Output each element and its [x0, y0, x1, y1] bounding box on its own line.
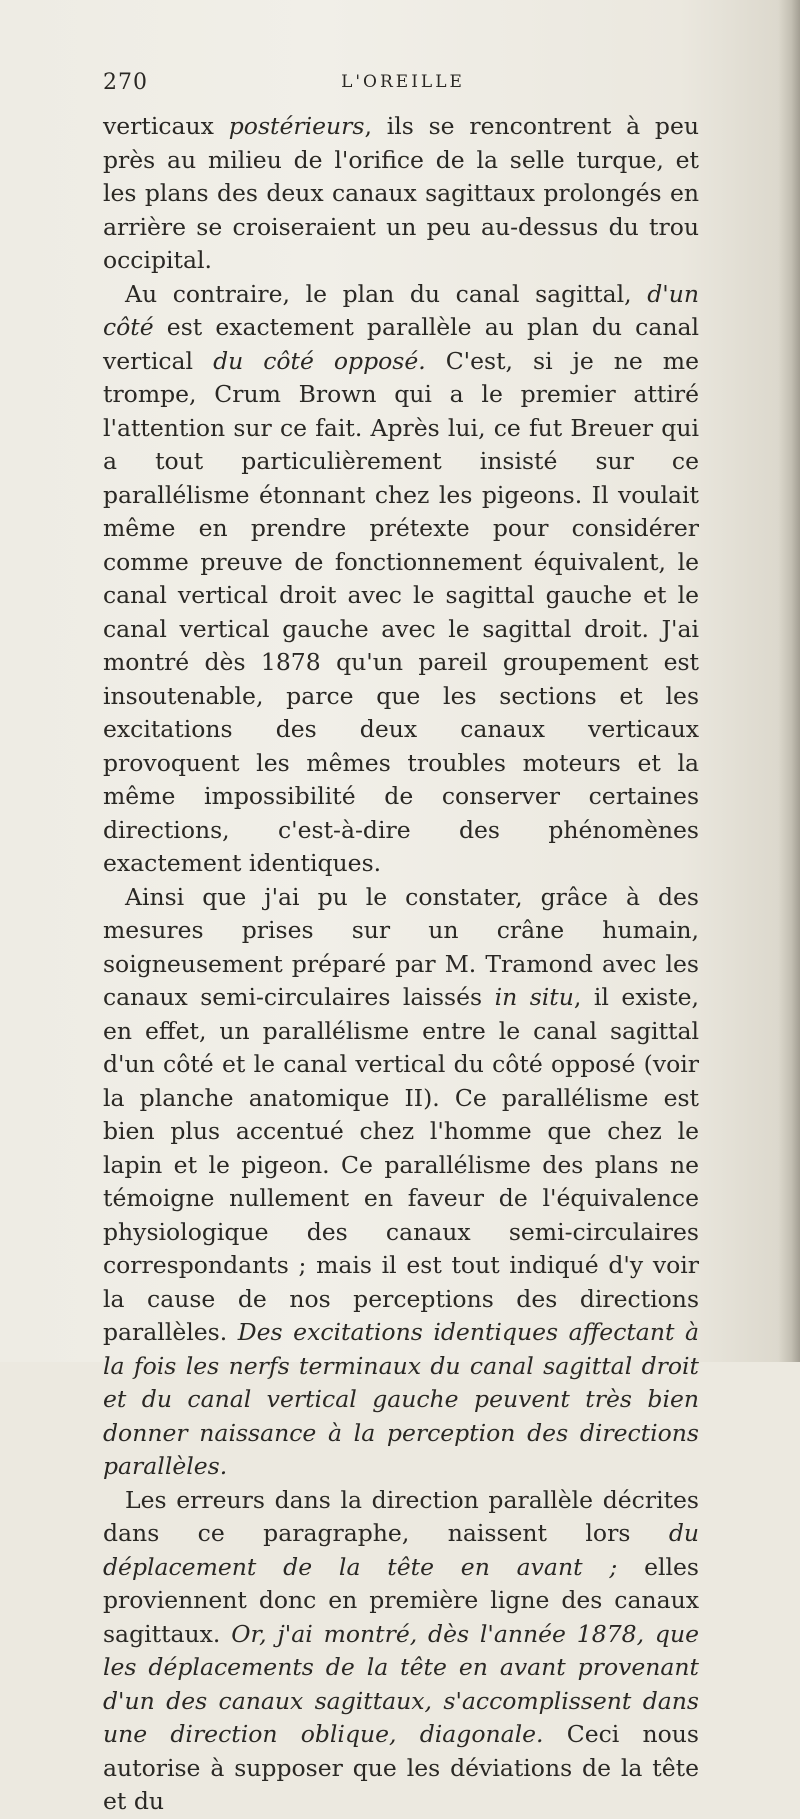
page-header: [103, 70, 703, 102]
paragraph: [103, 881, 699, 1484]
text-run: est exactement parallèle au plan du canal vertical: [103, 313, 699, 375]
italic-text: du déplacement de la tête en avant ;: [103, 1519, 699, 1581]
italic-text: Or, j'ai montré, dès l'année 1878, que les déplacements de la tête en avant provenant d'un des canaux sagittaux, s'accomplissent dans une direction oblique, diagonale.: [103, 1619, 700, 1748]
text-run: elles proviennent donc en première ligne des canaux sagittaux.: [103, 1552, 699, 1648]
italic-text: du côté opposé.: [213, 346, 426, 375]
paragraph: [103, 1484, 699, 1819]
text-run: , ils se rencontrent à peu près au milieu de l'orifice de la selle turque, et les plans des deux canaux sagittaux prolongés en arrière se croiseraient un peu au-dessus du trou occipital.: [103, 112, 699, 274]
paragraph: [103, 278, 699, 881]
body-text: [103, 110, 699, 1819]
page-edge-shadow: [778, 0, 800, 1362]
paragraph: [103, 110, 699, 278]
text-run: Les erreurs dans la direction parallèle décrites dans ce paragraphe, naissent lors: [103, 1485, 699, 1547]
text-run: verticaux: [103, 112, 229, 140]
text-run: C'est, si je ne me trompe, Crum Brown qui a le premier attiré l'attention sur ce fait. Après lui, ce fut Breuer qui a tout particulièrement insisté sur ce parallélisme étonnant chez les pigeons. Il voulait même en prendre prétexte pour considérer comme preuve de fonctionnement équivalent, le canal vertical droit avec le sagittal gauche et le canal vertical gauche avec le sagittal droit. J'ai montré dès 1878 qu'un pareil groupement est insoutenable, parce que les sections et les excitations des deux canaux verticaux provoquent les mêmes troubles moteurs et la même impossibilité de conserver certaines directions, c'est-à-dire des phénomènes exactement identiques.: [103, 346, 699, 877]
page-number: 270: [103, 70, 148, 95]
italic-text: d'un côté: [103, 279, 699, 341]
running-title: L'OREILLE: [341, 72, 465, 92]
italic-text: Des excitations identiques affectant à la fois les nerfs terminaux du canal sagittal droit et du canal vertical gauche peuvent très bien donner naissance à la perception des directions parallèles.: [103, 1318, 699, 1480]
text-run: , il existe, en effet, un parallélisme entre le canal sagittal d'un côté et le canal vertical du côté opposé (voir la planche anatomique II). Ce parallélisme est bien plus accentué chez l'homme que chez le lapin et le pigeon. Ce parallélisme des plans ne témoigne nullement en faveur de l'équivalence physiologique des canaux semi-circulaires correspondants ; mais il est tout indiqué d'y voir la cause de nos perceptions des directions parallèles.: [103, 983, 699, 1346]
text-run: Ainsi que j'ai pu le constater, grâce à des mesures prises sur un crâne humain, soigneusement préparé par M. Tramond avec les canaux semi-circulaires laissés: [103, 882, 699, 1011]
text-run: Ceci nous autorise à supposer que les déviations de la tête et du: [103, 1720, 699, 1815]
text-run: Au contraire, le plan du canal sagittal,: [125, 279, 648, 308]
italic-text: in situ: [494, 983, 574, 1011]
italic-text: postérieurs: [228, 112, 365, 140]
